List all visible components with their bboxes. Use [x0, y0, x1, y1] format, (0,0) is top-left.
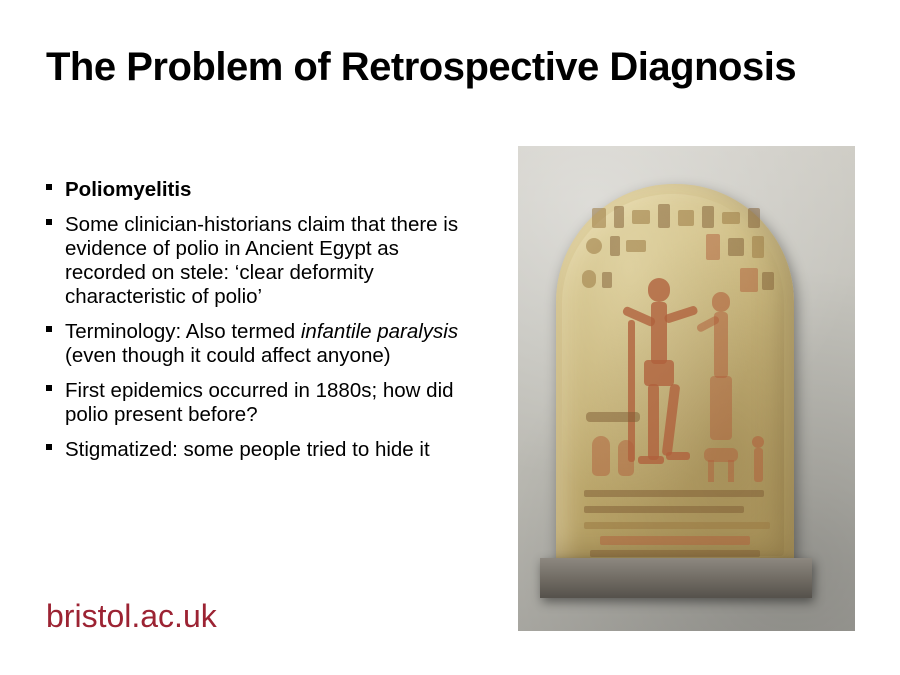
bullet-marker-icon — [46, 219, 52, 225]
page-title: The Problem of Retrospective Diagnosis — [46, 45, 797, 89]
figure-arm-right — [663, 305, 698, 324]
figure2-dress — [710, 376, 732, 440]
list-item — [46, 379, 476, 427]
list-item-label: Some clinician-historians claim that there is evidence of polio in Ancient Egypt as recorded on stele: ‘clear deformity characteristic of polio’ — [65, 212, 459, 308]
small-figure-head — [752, 436, 764, 448]
list-item — [46, 213, 476, 309]
list-item-label: First epidemics occurred in 1880s; how did polio present before? — [65, 378, 454, 426]
bullet-marker-icon — [46, 184, 52, 190]
list-item — [46, 320, 476, 368]
small-figure-body — [754, 448, 763, 482]
offering-animal-leg — [708, 460, 714, 482]
figure-foot-right — [666, 452, 690, 460]
figure-kilt — [644, 360, 674, 386]
list-item — [46, 178, 476, 202]
list-item-label: Stigmatized: some people tried to hide it — [65, 437, 430, 461]
figure-leg-left — [648, 384, 659, 460]
list-item-label: Poliomyelitis — [65, 178, 192, 201]
bullet-list — [46, 178, 476, 473]
figure-torso — [651, 302, 667, 364]
footer-brand: bristol.ac.uk — [46, 598, 217, 634]
figure-head — [648, 278, 670, 302]
figure2-head — [712, 292, 730, 312]
list-item — [46, 438, 476, 462]
offering-animal-leg — [728, 460, 734, 482]
list-item-label: Terminology: Also termed infantile paralysis (even though it could affect anyone) — [65, 319, 459, 367]
figure-leg-withered — [662, 384, 681, 457]
stele-plinth — [540, 558, 812, 598]
bullet-marker-icon — [46, 444, 52, 450]
figure-foot-left — [638, 456, 664, 464]
stele-stone — [556, 184, 794, 564]
bullet-marker-icon — [46, 326, 52, 332]
bullet-marker-icon — [46, 385, 52, 391]
stele-image — [518, 146, 855, 631]
